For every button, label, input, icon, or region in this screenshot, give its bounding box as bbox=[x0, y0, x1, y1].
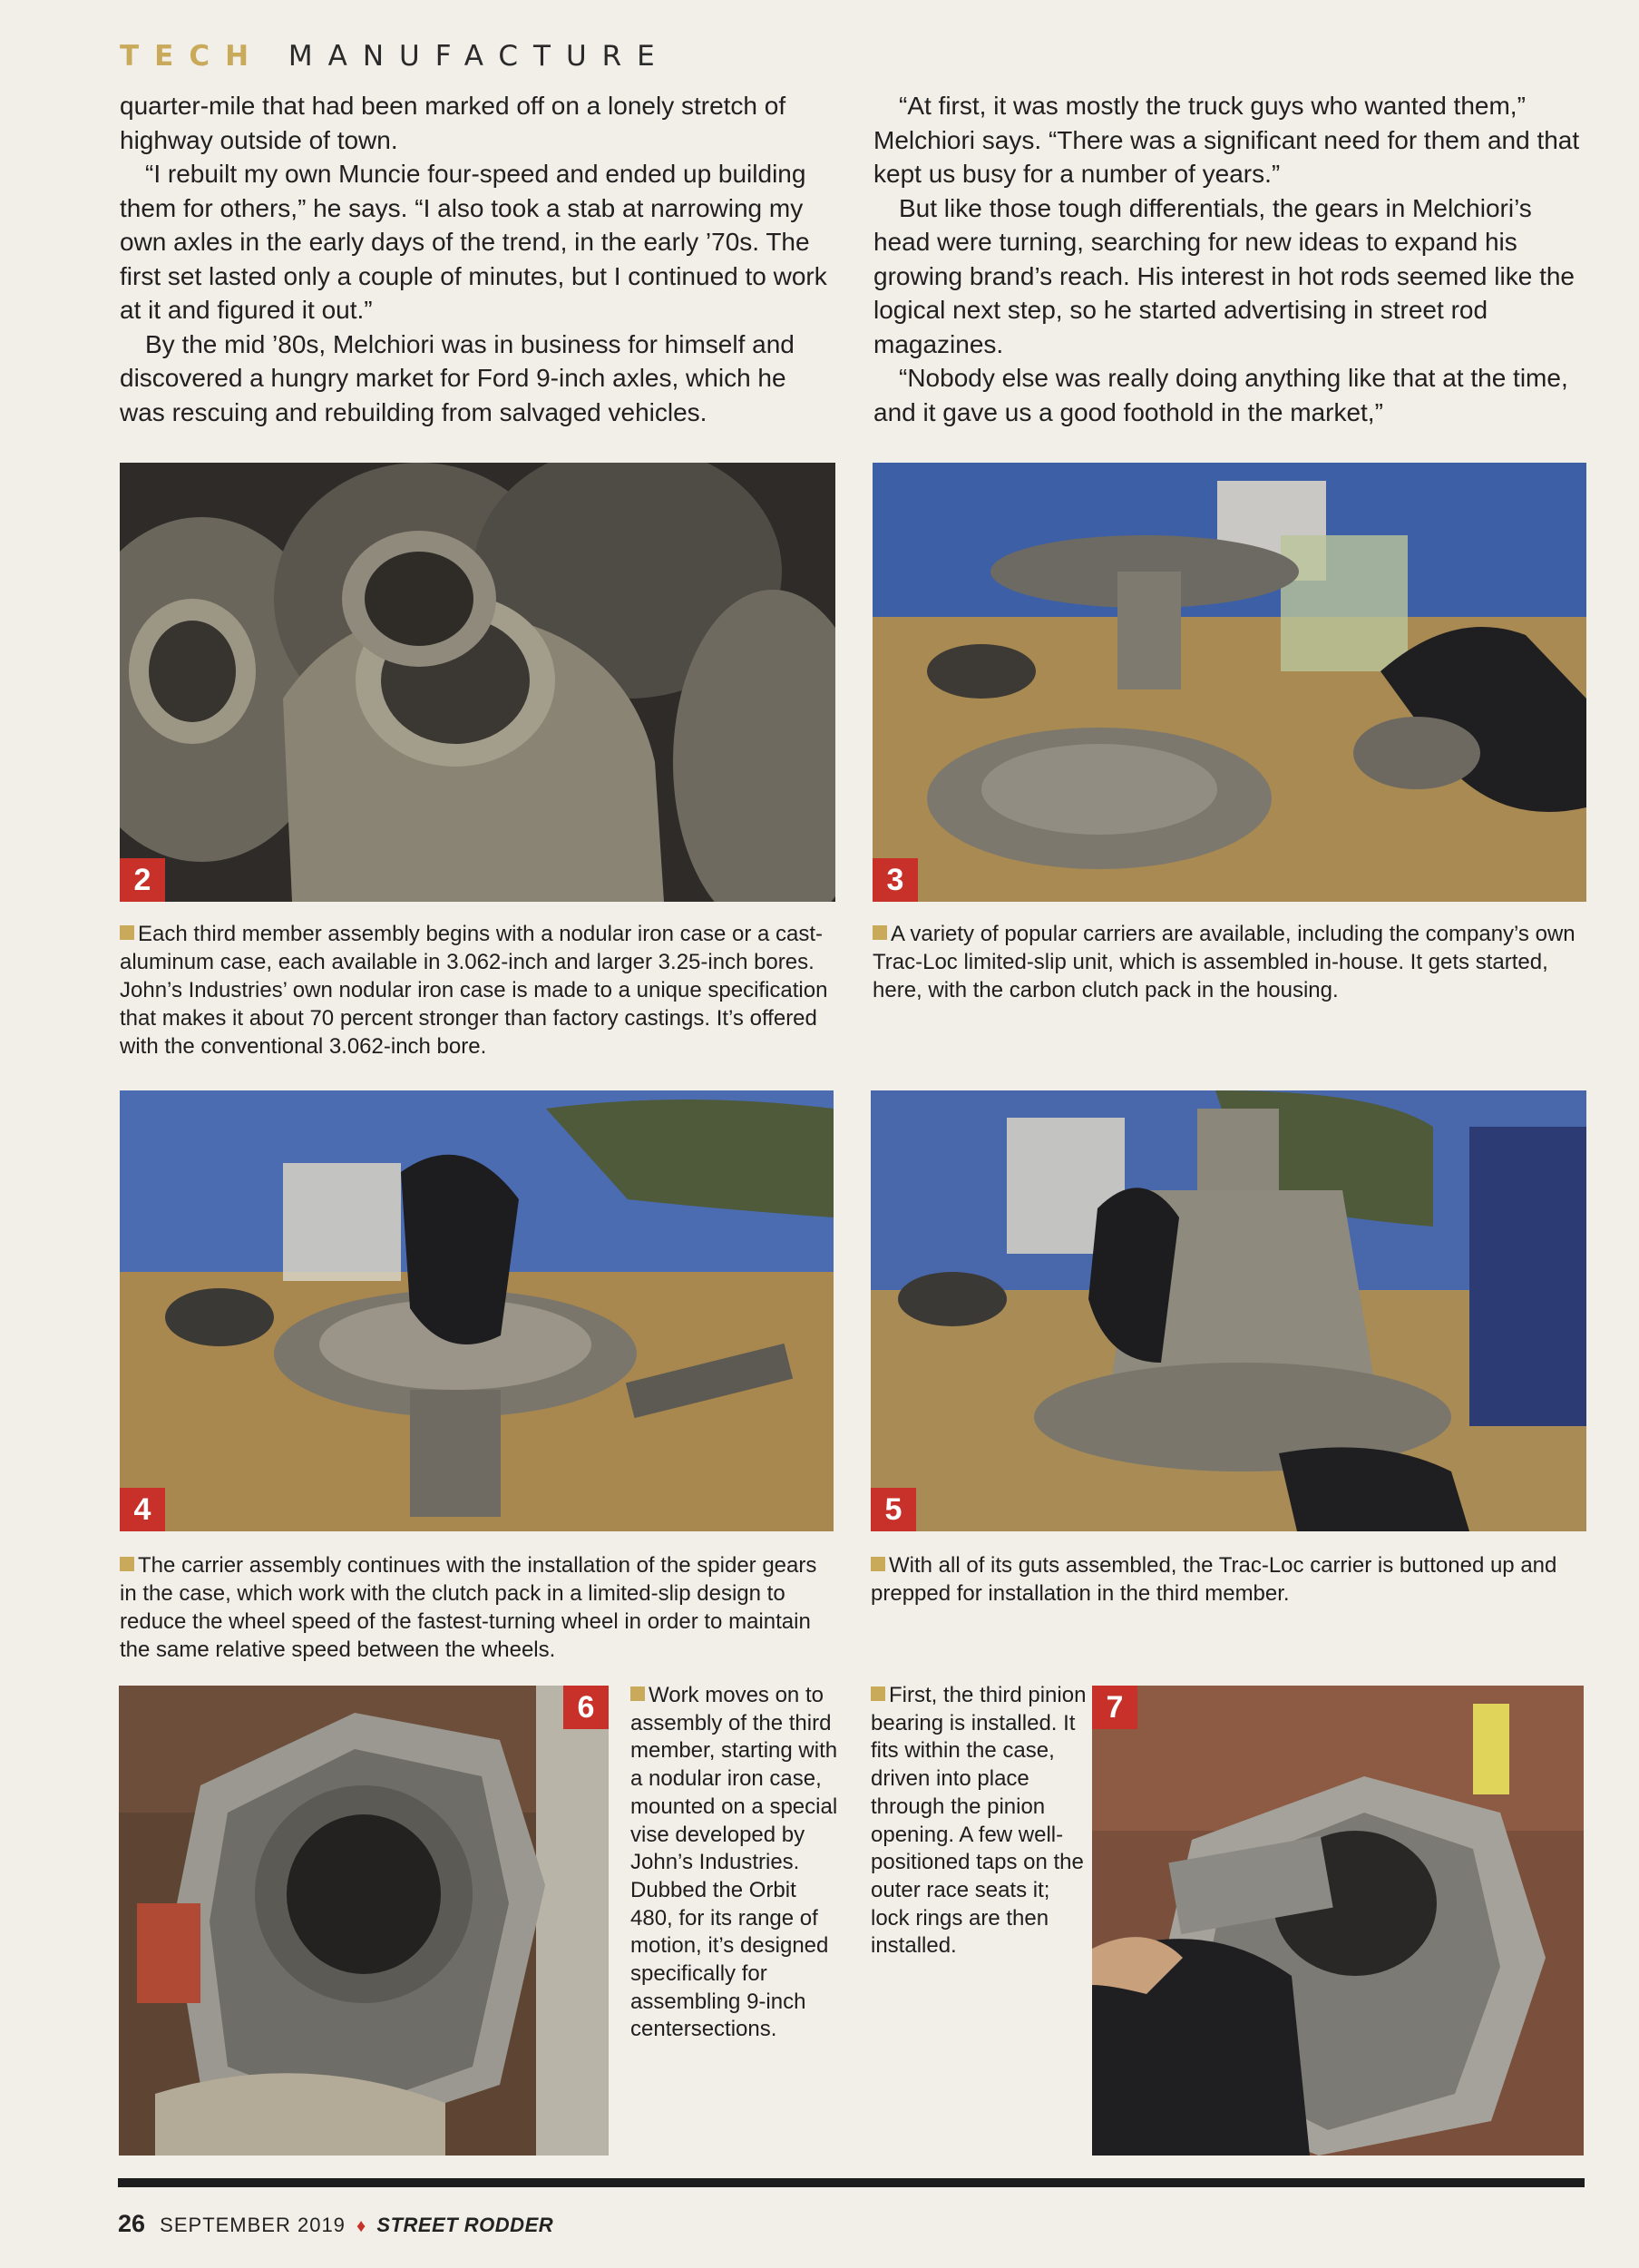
caption-marker-icon bbox=[120, 1557, 134, 1571]
photo-caption bbox=[120, 920, 835, 1061]
photo-caption bbox=[120, 1551, 834, 1664]
footer-rule bbox=[118, 2178, 1585, 2187]
caption-text: Work moves on to assembly of the third member, starting with a nodular iron case, mounted on a special vise developed by John’s Industries. Dubbed the Orbit 480, for its range of motion, it’s designed specifically for assembling 9-inch centersections. bbox=[630, 1683, 838, 2042]
section-header bbox=[120, 40, 670, 76]
photo-number-badge: 4 bbox=[120, 1488, 165, 1531]
photo-caption bbox=[630, 1682, 841, 2044]
body-paragraph: By the mid ’80s, Melchiori was in business for himself and discovered a hungry market for Ford 9-inch axles, which he was rescuing and rebuilding from salvaged vehicles. bbox=[120, 329, 795, 426]
body-paragraph: “Nobody else was really doing anything like that at the time, and it gave us a good foothold in the market,” bbox=[873, 364, 1568, 426]
caption-text: The carrier assembly continues with the installation of the spider gears in the case, which work with the clutch pack in a limited-slip design to reduce the wheel speed of the fastest-turning wheel in order to maintain the same relative speed between the wheels. bbox=[120, 1553, 817, 1662]
photo-3-trac-loc-start bbox=[873, 463, 1586, 902]
photo-number-badge: 3 bbox=[873, 858, 918, 902]
spider-gears-image bbox=[120, 1090, 834, 1531]
caption-marker-icon bbox=[630, 1686, 645, 1701]
caption-text: Each third member assembly begins with a nodular iron case or a cast-aluminum case, each available in 3.062-inch and larger 3.25-inch bores. John’s Industries’ own nodular iron case is made to a unique specification that makes it about 70 percent stronger than factory castings. It’s offered with the conventional 3.062-inch bore. bbox=[120, 922, 828, 1059]
caption-marker-icon bbox=[871, 1557, 885, 1571]
photo-caption bbox=[873, 920, 1586, 1004]
body-column-left bbox=[120, 89, 831, 429]
caption-marker-icon bbox=[871, 1686, 885, 1701]
body-paragraph: But like those tough differentials, the gears in Melchiori’s head were turning, searching for new ideas to expand his growing brand’s reach. His interest in hot rods seemed like the logical next step, so he started advertising in street rod magazines. bbox=[873, 193, 1575, 358]
body-paragraph: quarter-mile that had been marked off on a lonely stretch of highway outside of town. bbox=[120, 92, 786, 154]
photo-7-pinion-bearing bbox=[1092, 1686, 1584, 2156]
section-label-tech: TECH bbox=[120, 40, 265, 73]
photo-caption bbox=[871, 1551, 1586, 1608]
section-label-manufacture: MANUFACTURE bbox=[288, 40, 670, 73]
caption-text: First, the third pinion bearing is installed. It fits within the case, driven into place through the pinion opening. A few well-positioned taps on the outer race seats it; lock rings are then installed. bbox=[871, 1683, 1087, 1959]
body-paragraph: “I rebuilt my own Muncie four-speed and ended up building them for others,” he says. “I also took a stab at narrowing my own axles in the early days of the trend, in the early ’70s. The first set lasted only a couple of minutes, but I continued to work at it and figured it out.” bbox=[120, 160, 827, 324]
page-number: 26 bbox=[118, 2210, 146, 2237]
photo-number-badge: 2 bbox=[120, 858, 165, 902]
photo-4-spider-gears bbox=[120, 1090, 834, 1531]
page-footer bbox=[118, 2210, 553, 2243]
caption-marker-icon bbox=[873, 925, 887, 940]
body-column-right bbox=[873, 89, 1585, 429]
orbit-vise-image bbox=[119, 1686, 609, 2156]
issue-date: SEPTEMBER 2019 bbox=[160, 2214, 346, 2236]
photo-number-badge: 7 bbox=[1092, 1686, 1137, 1729]
caption-text: A variety of popular carriers are available, including the company’s own Trac-Loc limited-slip unit, which is assembled in-house. It gets started, here, with the carbon clutch pack in the housing. bbox=[873, 922, 1576, 1002]
diamond-separator-icon: ♦ bbox=[356, 2216, 366, 2236]
magazine-name: STREET RODDER bbox=[376, 2214, 554, 2236]
pinion-bearing-image bbox=[1092, 1686, 1584, 2156]
carrier-assembled-image bbox=[871, 1090, 1586, 1531]
caption-text: With all of its guts assembled, the Trac-Loc carrier is buttoned up and prepped for installation in the third member. bbox=[871, 1553, 1557, 1606]
photo-5-carrier-assembled bbox=[871, 1090, 1586, 1531]
photo-2-iron-cases bbox=[120, 463, 835, 902]
trac-loc-start-image bbox=[873, 463, 1586, 902]
photo-6-orbit-vise bbox=[119, 1686, 609, 2156]
body-paragraph: “At first, it was mostly the truck guys who wanted them,” Melchiori says. “There was a significant need for them and that kept us busy for a number of years.” bbox=[873, 92, 1580, 188]
iron-cases-image bbox=[120, 463, 835, 902]
caption-marker-icon bbox=[120, 925, 134, 940]
photo-number-badge: 6 bbox=[563, 1686, 609, 1729]
photo-number-badge: 5 bbox=[871, 1488, 916, 1531]
photo-caption bbox=[871, 1682, 1087, 1960]
